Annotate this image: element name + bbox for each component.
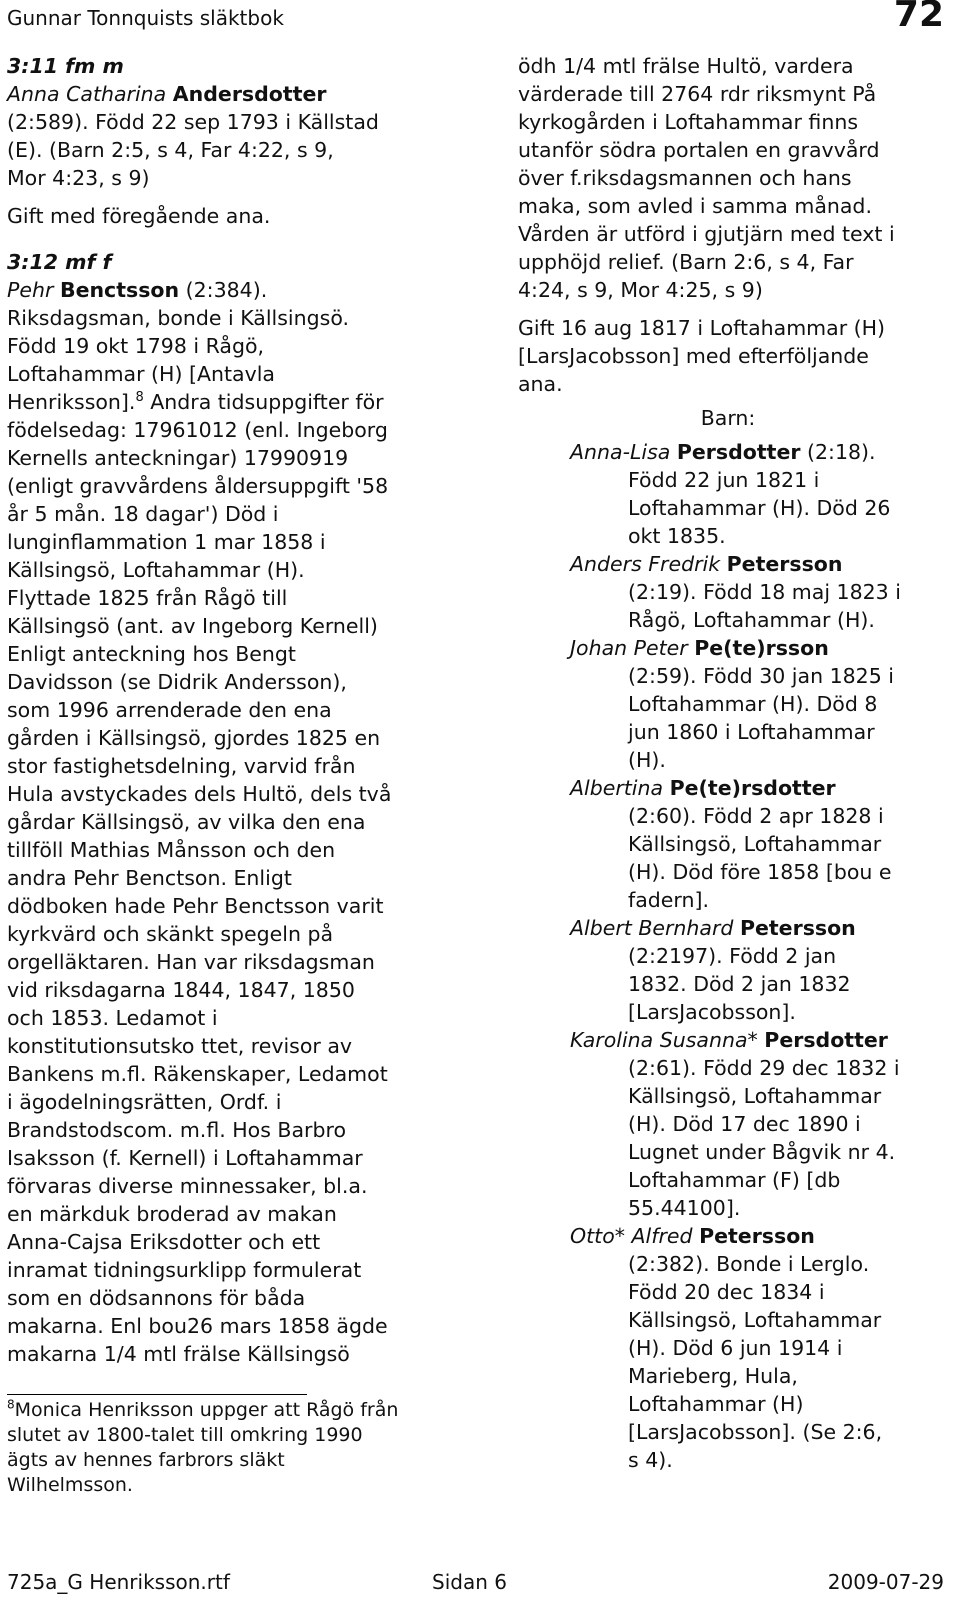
- entry-line: tillföll Mathias Månsson och den: [7, 838, 336, 862]
- entry-line: över f.riksdagsmannen och hans: [518, 166, 852, 190]
- child-entry: [570, 634, 958, 774]
- entry-line: Källsingsö (ant. av Ingeborg Kernell): [7, 614, 378, 638]
- child-detail: Källsingsö, Loftahammar: [628, 832, 882, 856]
- entry-line: makarna 1/4 mtl frälse Källsingsö: [7, 1342, 350, 1366]
- child-detail: (2:61). Född 29 dec 1832 i: [628, 1056, 900, 1080]
- entry-line: värderade till 2764 rdr riksmynt På: [518, 82, 877, 106]
- child-detail: (2:59). Född 30 jan 1825 i: [628, 664, 894, 688]
- child-detail: Rågö, Loftahammar (H).: [628, 608, 875, 632]
- footnote-line: $^8$Monica Henriksson uppger att Rågö från: [7, 1397, 399, 1421]
- footnote-divider: [7, 1394, 307, 1395]
- entry-heading: 3:12 mf f: [7, 250, 112, 274]
- marriage-line: ana.: [518, 372, 563, 396]
- child-detail: (2:2197). Född 2 jan: [628, 944, 837, 968]
- child-detail: Loftahammar (H). Död 8: [628, 692, 878, 716]
- child-detail: s 4).: [628, 1448, 673, 1472]
- marriage-note: Gift med föregående ana.: [7, 204, 271, 228]
- child-entry: [570, 1026, 958, 1222]
- child-detail: [LarsJacobsson]. (Se 2:6,: [628, 1420, 883, 1444]
- entry-3-11: [7, 52, 447, 230]
- entry-line: (2:589). Född 22 sep 1793 i Källstad: [7, 110, 379, 134]
- entry-heading: 3:11 fm m: [7, 54, 124, 78]
- entry-line: Riksdagsman, bonde i Källsingsö.: [7, 306, 350, 330]
- child-detail: Källsingsö, Loftahammar: [628, 1084, 882, 1108]
- child-detail: 55.44100].: [628, 1196, 741, 1220]
- book-title: Gunnar Tonnquists släktbok: [7, 6, 284, 30]
- entry-line: Mor 4:23, s 9): [7, 166, 150, 190]
- child-name: Albertina Pe(te)rsdotter: [570, 776, 836, 800]
- child-detail: (H). Död före 1858 [bou e: [628, 860, 892, 884]
- left-column: [7, 52, 447, 1368]
- child-detail: Loftahammar (H): [628, 1392, 804, 1416]
- entry-line: stor fastighetsdelning, varvid från: [7, 754, 356, 778]
- child-detail: okt 1835.: [628, 524, 726, 548]
- child-entry: [570, 550, 958, 634]
- entry-line: som 1996 arrenderade den ena: [7, 698, 332, 722]
- footnote-ref[interactable]: 8: [135, 390, 144, 406]
- entry-line: en märkduk broderad av makan: [7, 1202, 337, 1226]
- child-detail: (2:382). Bonde i Lerglo.: [628, 1252, 870, 1276]
- entry-line: Flyttade 1825 från Rågö till: [7, 586, 288, 610]
- child-detail: (H). Död 6 jun 1914 i: [628, 1336, 843, 1360]
- footnote-line: ägts av hennes farbrors släkt: [7, 1449, 285, 1471]
- entry-line: Kernells anteckningar) 17990919: [7, 446, 349, 470]
- entry-line: födelsedag: 17961012 (enl. Ingeborg: [7, 418, 388, 442]
- footer-filename: 725a_G Henriksson.rtf: [7, 1570, 230, 1594]
- child-detail: Källsingsö, Loftahammar: [628, 1308, 882, 1332]
- entry-line: gårdar Källsingsö, av vilka den ena: [7, 810, 366, 834]
- entry-line: Enligt anteckning hos Bengt: [7, 642, 296, 666]
- child-entry: [570, 914, 958, 1026]
- child-detail: Loftahammar (F) [db: [628, 1168, 841, 1192]
- entry-name: Anna Catharina Andersdotter: [7, 82, 327, 106]
- entry-line: förvaras diverse minnessaker, bl.a.: [7, 1174, 368, 1198]
- child-entry: [570, 438, 958, 550]
- entry-line: orgelläktaren. Han var riksdagsman: [7, 950, 375, 974]
- child-name: Johan Peter Pe(te)rsson: [570, 636, 829, 660]
- entry-line: som en dödsannons för båda: [7, 1286, 306, 1310]
- entry-line: vid riksdagarna 1844, 1847, 1850: [7, 978, 355, 1002]
- footnote-line: Wilhelmsson.: [7, 1474, 133, 1496]
- entry-line: gården i Källsingsö, gjordes 1825 en: [7, 726, 381, 750]
- entry-line: i ägodelningsrätten, Ordf. i: [7, 1090, 282, 1114]
- entry-line: (E). (Barn 2:5, s 4, Far 4:22, s 9,: [7, 138, 334, 162]
- child-detail: Född 22 jun 1821 i: [628, 468, 820, 492]
- entry-line: Isaksson (f. Kernell) i Loftahammar: [7, 1146, 363, 1170]
- entry-line: andra Pehr Benctson. Enligt: [7, 866, 292, 890]
- footer-date: 2009-07-29: [827, 1570, 944, 1594]
- entry-line: dödboken hade Pehr Benctsson varit: [7, 894, 384, 918]
- child-name: Anna-Lisa Persdotter (2:18).: [570, 440, 876, 464]
- children-heading: Barn:: [700, 406, 756, 430]
- child-detail: fadern].: [628, 888, 709, 912]
- child-detail: jun 1860 i Loftahammar: [628, 720, 875, 744]
- entry-line: Född 19 okt 1798 i Rågö,: [7, 334, 265, 358]
- marriage-line: [LarsJacobsson] med efterföljande: [518, 344, 869, 368]
- entry-line: kyrkvärd och skänkt spegeln på: [7, 922, 334, 946]
- child-detail: (2:19). Född 18 maj 1823 i: [628, 580, 901, 604]
- child-detail: (H).: [628, 748, 666, 772]
- entry-line: Hula avstyckades dels Hultö, dels två: [7, 782, 392, 806]
- entry-line: Davidsson (se Didrik Andersson),: [7, 670, 347, 694]
- child-name: Anders Fredrik Petersson: [570, 552, 843, 576]
- footnote-line: slutet av 1800-talet till omkring 1990: [7, 1424, 363, 1446]
- child-detail: 1832. Död 2 jan 1832: [628, 972, 851, 996]
- child-detail: Loftahammar (H). Död 26: [628, 496, 891, 520]
- entry-line: inramat tidningsurklipp formulerat: [7, 1258, 362, 1282]
- child-name: Otto* Alfred Petersson: [570, 1224, 815, 1248]
- entry-line: maka, som avled i samma månad.: [518, 194, 872, 218]
- entry-line: kyrkogården i Loftahammar finns: [518, 110, 859, 134]
- child-detail: (2:60). Född 2 apr 1828 i: [628, 804, 884, 828]
- child-detail: Marieberg, Hula,: [628, 1364, 798, 1388]
- entry-line: 4:24, s 9, Mor 4:25, s 9): [518, 278, 763, 302]
- child-detail: [LarsJacobsson].: [628, 1000, 796, 1024]
- entry-line: år 5 mån. 18 dagar') Död i: [7, 502, 279, 526]
- child-detail: (H). Död 17 dec 1890 i: [628, 1112, 861, 1136]
- children-list: [518, 438, 958, 1474]
- entry-name: Pehr Benctsson (2:384).: [7, 278, 268, 302]
- entry-line: Anna-Cajsa Eriksdotter och ett: [7, 1230, 321, 1254]
- child-entry: [570, 774, 958, 914]
- child-detail: Född 20 dec 1834 i: [628, 1280, 825, 1304]
- entry-line: Henriksson].$^8$ Andra tidsuppgifter för: [7, 390, 384, 414]
- child-name: Albert Bernhard Petersson: [570, 916, 856, 940]
- entry-3-12: [7, 248, 447, 1368]
- entry-line: ödh 1/4 mtl frälse Hultö, vardera: [518, 54, 854, 78]
- footer-page: Sidan 6: [432, 1570, 507, 1594]
- entry-line: och 1853. Ledamot i: [7, 1006, 218, 1030]
- entry-line: Vården är utförd i gjutjärn med text i: [518, 222, 895, 246]
- entry-line: makarna. Enl bou26 mars 1858 ägde: [7, 1314, 388, 1338]
- entry-line: Källsingsö, Loftahammar (H).: [7, 558, 305, 582]
- entry-line: lunginflammation 1 mar 1858 i: [7, 530, 326, 554]
- entry-line: Brandstodscom. m.fl. Hos Barbro: [7, 1118, 347, 1142]
- child-name: Karolina Susanna* Persdotter: [570, 1028, 888, 1052]
- right-column: [518, 52, 958, 1474]
- child-detail: Lugnet under Bågvik nr 4.: [628, 1140, 896, 1164]
- entry-line: upphöjd relief. (Barn 2:6, s 4, Far: [518, 250, 854, 274]
- entry-line: Bankens m.fl. Räkenskaper, Ledamot: [7, 1062, 388, 1086]
- child-entry: [570, 1222, 958, 1474]
- page-number: 72: [893, 0, 944, 35]
- entry-line: konstitutionsutsko ttet, revisor av: [7, 1034, 353, 1058]
- entry-line: utanför södra portalen en gravvård: [518, 138, 880, 162]
- marriage-line: Gift 16 aug 1817 i Loftahammar (H): [518, 316, 886, 340]
- entry-line: Loftahammar (H) [Antavla: [7, 362, 275, 386]
- footnote: [7, 1398, 447, 1498]
- entry-line: (enligt gravvårdens åldersuppgift '58: [7, 474, 389, 498]
